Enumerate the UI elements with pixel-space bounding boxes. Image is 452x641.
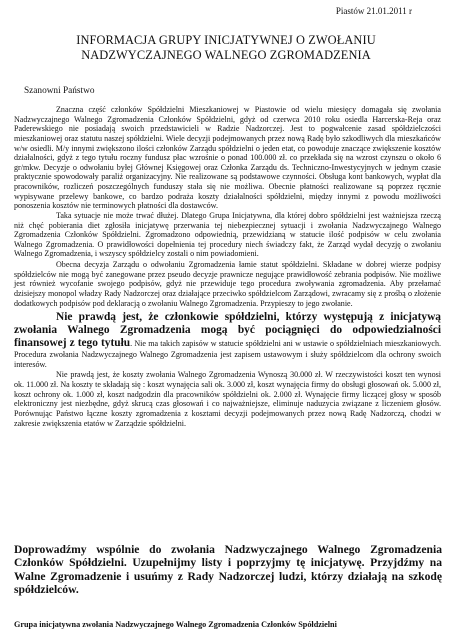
document-title xyxy=(0,33,452,63)
title-line-1: INFORMACJA GRUPY INICJATYWNEJ O ZWOŁANIU xyxy=(76,33,376,47)
document-body xyxy=(14,105,441,428)
warning-bold: Nie prawdą jest, że członkowie spółdzielni, którzy występują z inicjatywą zwołania Walnego Zgromadzenia mogą być pociągnięci do odpowiedzialności finansowej z tego tytułu xyxy=(14,311,441,350)
warning-rest: . Nie ma takich zapisów w statucie spółdzielni ani w ustawie o spółdzielniach mieszkaniowych. Procedura zwołania Nadzwyczajnego Walnego Zgromadzenia jest zapisem ustawowym i służy spółdzielcom dla ochrony swoich interesów. xyxy=(14,339,442,369)
title-line-2: NADZWYCZAJNEGO WALNEGO ZGROMADZENIA xyxy=(81,48,371,62)
paragraph-3: Obecna decyzja Zarządu o odwołaniu Zgromadzenia łamie statut spółdzielni. Składane w dobrej wierze podpisy spółdzielców nie mogą być zanegowane przez pseudo decyzje prawnicze negujące prawidłowość zebrania podpisów. Nie możliwe jest również wycofanie swojego podpisów, gdyż nie przewiduje tego procedura zwoływania zgromadzenia. Aby przełamać dzisiejszy monopol władzy Rady Nadzorczej oraz działające przeciwko spółdzielcom Zarządowi, zwracamy się z prośbą o złożenie dodatkowych podpisów pod deklaracją o zwołaniu Walnego Zgromadzenia. Przypieszy to jego zwołanie. xyxy=(14,260,441,308)
signature: Grupa inicjatywna zwołania Nadzwyczajnego Walnego Zgromadzenia Członków Spółdzielni xyxy=(14,620,337,629)
paragraph-costs: Nie prawdą jest, że koszty zwołania Walnego Zgromadzenia Wynoszą 30.000 zł. W rzeczywistości koszt ten wynosi ok. 11.000 zł. Na koszty te składają się : koszt wynajęcia sali ok. 3.000 zł, koszt wynajęcia firmy do obsługi głosowań ok. 5.000 zł, koszt ochrony ok. 1.000 zł, koszt nadgodzin dla pracowników spółdzielni ok. 2.000 zł. Wynajęcie firmy liczącej głosy w sposób elektroniczny jest niezbędne, gdyż skrucą czas głosowań i co najważniejsze, eliminuje naduzycia związane z liczeniem głosów. Porównując Państwo łączne koszty zgromadzenia z kosztami decyzji podejmowanych przez nową Radę Nadzorczą, chodzi w zakresie zwiększenia etatów w Zarządzie spółdzielni. xyxy=(14,370,441,428)
paragraph-warning xyxy=(14,311,441,369)
appeal-paragraph: Doprowadźmy wspólnie do zwołania Nadzwyczajnego Walnego Zgromadzenia Członków Spółdzielni. Uzupełnijmy listy i poprzyjmy tę inicjatywę. Przyjdźmy na Walne Zgromadzenie i usuńmy z Rady Nadzorczej ludzi, którzy działają na szkodę spółdzielców. xyxy=(14,543,442,596)
paragraph-1: Znaczna część członków Spółdzielni Mieszkaniowej w Piastowie od wielu miesięcy domagała się zwołania Nadzwyczajnego Walnego Zgromadzenia Członków Spółdzielni, gdyż od czerwca 2010 roku osiedla Harcerska-Reja oraz Paderewskiego nie posiadają swoich przedstawicieli w Radzie Nadzorczej. Jest to pogwałcenie zasad spółdzielczości mieszkaniowej oraz statutu naszej spółdzielni. Wiele decyzji podejmowanych przez nową Radę było szkodliwych dla mieszkańców w/w osiedli. M/y innymi zwiększono ilości członków Zarządu spółdzielni o jeden etat, co powoduje znaczące zwiększenie kosztów działalności, gdyż z tego tytułu roczny fundusz płac wzrośnie o ponad 100.000 zł. co przekłada się na wzrost czynszu o około 6 gr/mkw. Decyzje o odwołaniu byłej Głównej Księgowej oraz Członka Zarządu ds. Techniczno-Inwestycyjnych w jednym czasie praktycznie spowodowały paraliż organizacyjny. Nie realizowane są podstawowe czynności. Obsługa kont bankowych, wypłat dla pracowników, rozliczeń poszczególnych funduszy stała się nie możliwa. Obecnie płatności realizowane są poprzez ręcznie wypisywane przelewy bankowe, co bardzo podraża koszty działalności spółdzielni, między innymi z powodu możliwości ponoszenia kosztów nie terminowych płatności dla dostawców. xyxy=(14,105,441,211)
document-date: Piastów 21.01.2011 r xyxy=(335,6,412,16)
paragraph-2: Taka sytuacje nie może trwać dłużej. Dlatego Grupa Inicjatywna, dla której dobro spółdzielni jest ważniejsza rzeczą niż chęć pobierania diet zgłosiła inicjatywę przerwania tej niebezpiecznej sytuacji i zwołania Nadzwyczajnego Walnego Zgromadzenia Członków Spółdzielni. Zgromadzono odpowiednią, przewidzianą w statucie ilość podpisów w celu zwołania Walnego Zgromadzenia. O prawidłowości dopełnienia tej procedury niech świadczy fakt, że Zarząd wydał decyzję o zwołaniu Walnego Zgromadzenia, i wszyscy spółdzielcy zostali o nim powiadomieni. xyxy=(14,210,441,259)
salutation: Szanowni Państwo xyxy=(24,86,95,96)
